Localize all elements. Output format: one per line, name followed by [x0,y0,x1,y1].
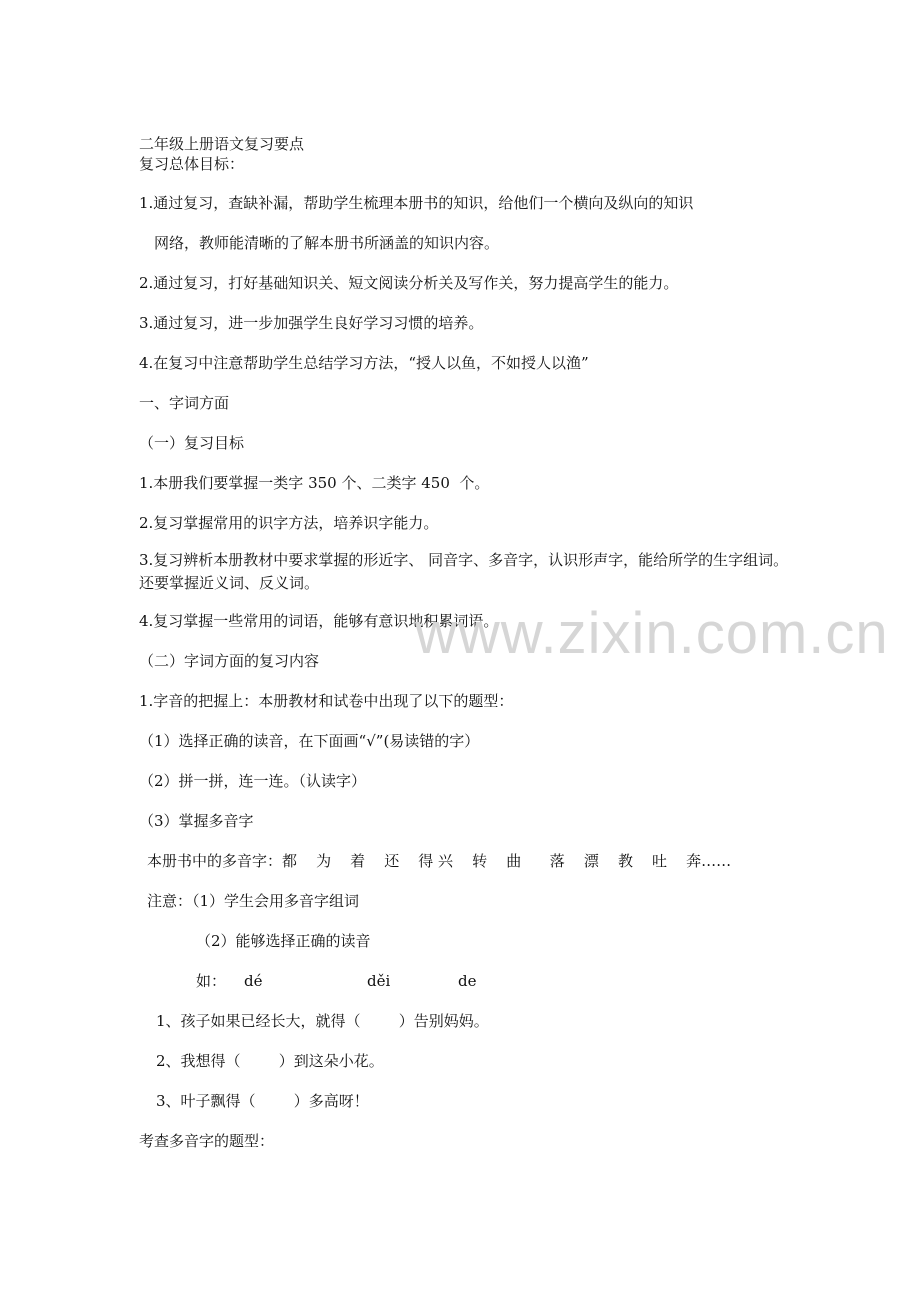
polyphone-list: 本册书中的多音字：都 为 着 还 得 兴 转 曲 落 漂 教 吐 奔…… [147,852,732,870]
objective-2: 2.复习掌握常用的识字方法，培养识字能力。 [139,514,439,532]
subsection-heading: （二）字词方面的复习内容 [139,652,320,670]
sentence-2: 2、我想得（ ）到这朵小花。 [156,1052,384,1070]
subsection-heading: （一）复习目标 [139,434,245,452]
watermark-text: www.zixin.com.cn [415,601,889,666]
note-1: 注意：（1）学生会用多音字组词 [147,892,360,910]
note-2: （2）能够选择正确的读音 [196,932,371,950]
sentence-1: 1、孩子如果已经长大，就得（ ）告别妈妈。 [156,1012,489,1030]
content-3: （2）拼一拼，连一连。（认读字） [139,772,367,790]
content-4: （3）掌握多音字 [139,812,254,830]
objective-3: 3.复习辨析本册教材中要求掌握的形近字、 同音字、多音字，认识形声字，能给所学的生字组词。还要掌握近义词、反义词。 [139,551,789,592]
example-label: 如： [196,972,227,990]
goal-heading: 复习总体目标： [139,155,245,173]
goal-2: 2.通过复习，打好基础知识关、短文阅读分析关及写作关，努力提高学生的能力。 [139,274,679,292]
content-2: （1）选择正确的读音，在下面画“√”(易读错的字） [139,732,480,750]
doc-title: 二年级上册语文复习要点 [139,135,305,153]
objective-1: 1.本册我们要掌握一类字 350 个、二类字 450 个。 [139,474,490,492]
sentence-3: 3、叶子飘得（ ）多高呀！ [156,1092,369,1110]
pinyin-de2: dé [244,972,263,990]
goal-1: 1.通过复习，查缺补漏，帮助学生梳理本册书的知识，给他们一个横向及纵向的知识 [139,194,694,212]
pinyin-dei3: děi [367,972,391,990]
footer-line: 考查多音字的题型： [139,1132,275,1150]
pinyin-de: de [458,972,477,990]
section-heading: 一、字词方面 [139,394,230,412]
objective-4: 4.复习掌握一些常用的词语，能够有意识地积累词语。 [139,612,499,630]
goal-3: 3.通过复习，进一步加强学生良好学习习惯的培养。 [139,314,484,332]
content-1: 1.字音的把握上：本册教材和试卷中出现了以下的题型： [139,692,514,710]
goal-4: 4.在复习中注意帮助学生总结学习方法，“授人以鱼，不如授人以渔” [139,354,589,372]
goal-1-cont: 网络，教师能清晰的了解本册书所涵盖的知识内容。 [154,234,500,252]
